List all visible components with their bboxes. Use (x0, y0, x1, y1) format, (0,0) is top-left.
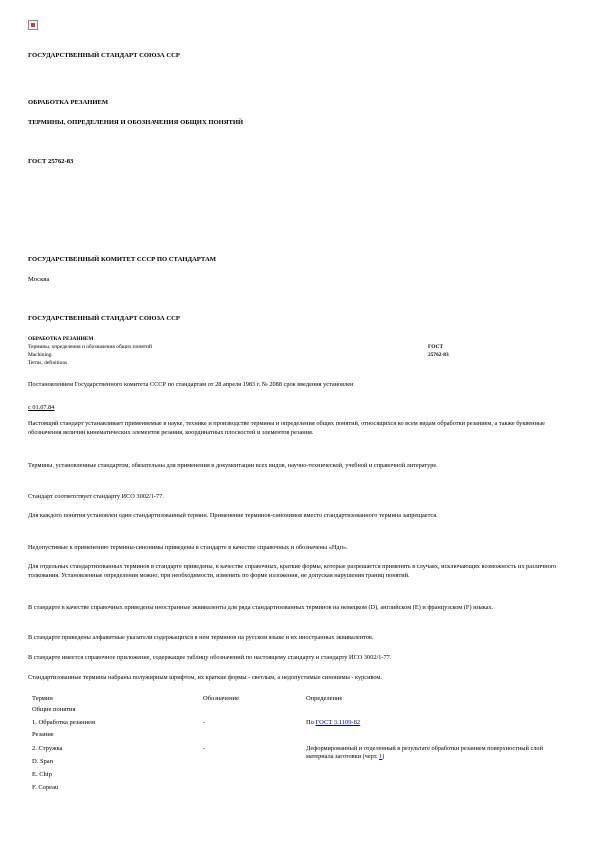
table-row2-symbol: - (203, 745, 206, 752)
table-row2-de: D. Span (32, 758, 53, 765)
effective-date: с 01.07.84 (28, 404, 55, 411)
title-block-en: Machining. (28, 352, 53, 358)
title-block-title: ОБРАБОТКА РЕЗАНИЕМ (28, 336, 94, 342)
city: Москва (28, 276, 50, 283)
title-block-gost-num: 25762-83 (428, 352, 449, 358)
title-block-ru: Термины, определения и обозначения общих понятий (28, 344, 152, 350)
table-header-term: Термин (32, 695, 53, 702)
paragraph-scope: Настоящий стандарт устанавливает применяемые в науке, технике и производстве термины и определения общих понятий, относящихся ко всем видам обработки резанием, а также буквенные обозначения величин кинематических элементов резания, координатных плоскостей и элементов резания. (28, 420, 545, 436)
gost-link[interactable]: ГОСТ 3.1109-82 (315, 719, 361, 726)
table-row2-fr: F. Copeau (32, 784, 59, 791)
drawing-link[interactable]: 1 (379, 753, 383, 760)
title-block-gost-label: ГОСТ (428, 344, 444, 350)
topic-subtitle: ТЕРМИНЫ, ОПРЕДЕЛЕНИЯ И ОБОЗНАЧЕНИЯ ОБЩИХ ПОНЯТИЙ (28, 119, 244, 126)
table-row1-definition: По ГОСТ 3.1109-82 (306, 719, 361, 726)
standard-union-heading-2: ГОСУДАРСТВЕННЫЙ СТАНДАРТ СОЮЗА ССР (28, 315, 180, 322)
gost-number: ГОСТ 25762-83 (28, 158, 74, 165)
table-row1-term: 1. Обработка резанием (32, 719, 96, 726)
paragraph-index: В стандарте приведены алфавитные указатели содержащихся в нем терминов на русском языке и их иностранных эквивалентов. (28, 634, 374, 641)
table-header-definition: Определение (306, 695, 343, 702)
table-row1-symbol: - (203, 719, 206, 726)
topic-title: ОБРАБОТКА РЕЗАНИЕМ (28, 99, 109, 106)
paragraph-typography: Стандартизованные термины набраны полужирным шрифтом, их краткие формы - светлым, а недопустимые синонимы - курсивом. (28, 674, 382, 681)
table-row2-term: 2. Стружка (32, 745, 63, 752)
table-row2-definition: Деформированный и отделенный в результате обработки резанием поверхностный слой материала заготовки (черт. 1) (306, 745, 543, 760)
paragraph-iso: Стандарт соответствует стандарту ИСО 3002/1-77. (28, 493, 164, 500)
committee-heading: ГОСУДАРСТВЕННЫЙ КОМИТЕТ СССР ПО СТАНДАРТАМ (28, 256, 216, 263)
paragraph-single-term: Для каждого понятия установлен один стандартизованный термин. Применение терминов-синонимов вместо стандартизованного термина запрещается. (28, 512, 438, 519)
table-header-symbol: Обозначение (203, 695, 239, 702)
paragraph-foreign: В стандарте в качестве справочных приведены иностранные эквиваленты для ряда стандартизованных терминов на немецком (D), английском (E) и французском (F) языках. (28, 604, 494, 611)
table-row2-en: E. Chip (32, 771, 52, 778)
paragraph-mandatory: Термины, установленные стандартом, обязательны для применения в документации всех видов, научно-технической, учебной и справочной литературе. (28, 462, 438, 469)
table-section: Общие понятия (32, 706, 76, 713)
paragraph-short-forms: Для отдельных стандартизованных терминов в стандарте приведены, в качестве справочных, краткие формы, которые разрешается применять в случаях, исключающих возможность их различного толкования. Установленные определения можно, при необходимости, изменять по форме изложения, не допуская нарушения границ понятий. (28, 563, 557, 579)
standard-union-heading: ГОСУДАРСТВЕННЫЙ СТАНДАРТ СОЮЗА ССР (28, 52, 180, 59)
paragraph-appendix: В стандарте имеется справочное приложение, содержащее таблицу обозначений по настоящему стандарту и стандарту ИСО 3002/1-77. (28, 654, 392, 661)
table-row1-subterm: Резание (32, 731, 54, 738)
broken-image-icon (28, 20, 38, 30)
resolution-text: Постановлением Государственного комитета СССР по стандартам от 28 апреля 1983 г. № 2088 срок введения установлен (28, 381, 354, 388)
paragraph-synonyms: Недопустимые к применению термины-синонимы приведены в стандарте в качестве справочных и обозначены «Ндп». (28, 544, 348, 551)
title-block-en2: Terms, definitions (28, 360, 68, 366)
